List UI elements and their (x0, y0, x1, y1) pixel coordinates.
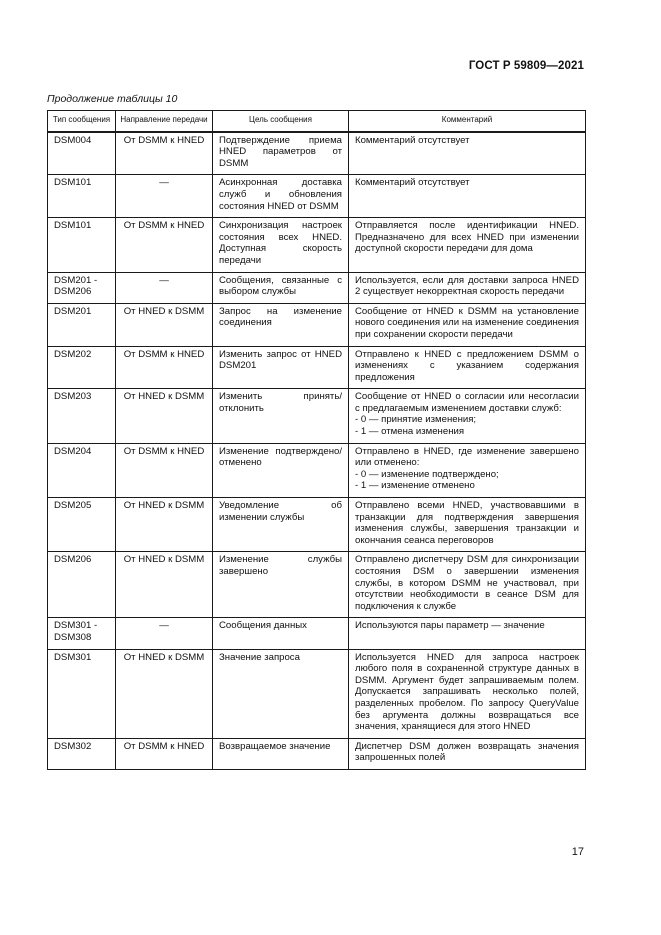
cell-comment: Используется, если для доставки запроса HNED 2 существует некорректная скорость передачи (349, 272, 586, 303)
cell-message-type: DSM206 (48, 552, 116, 618)
cell-message-type: DSM101 (48, 218, 116, 272)
cell-message-type: DSM101 (48, 175, 116, 218)
cell-comment: Сообщение от HNED о согласии или несогласии с предлагаемым изменением доставки служб: - 0 — принятие изменения; - 1 — отмена изменения (349, 389, 586, 443)
cell-comment: Отправлено диспетчеру DSM для синхронизации состояния DSM о завершении изменения службы, в котором DSMM не участвовал, при отсутствии необходимости в сеансе DSM для подключения к службе (349, 552, 586, 618)
cell-purpose: Синхронизация настроек состояния всех HNED. Доступная скорость передачи (213, 218, 349, 272)
cell-comment: Используются пары параметр — значение (349, 618, 586, 649)
cell-message-type: DSM203 (48, 389, 116, 443)
cell-message-type: DSM302 (48, 738, 116, 769)
cell-direction: От DSMM к HNED (116, 738, 213, 769)
cell-message-type: DSM301 - DSM308 (48, 618, 116, 649)
cell-comment: Используется HNED для запроса настроек любого поля в сохраненной структуре данных в DSMM. Аргумент будет запрашиваемым полем. Допускается запрашивать несколько полей, разделенных пробелом. По запросу QueryValue без аргумента должны возвращаться все значения, хранящиеся для этого HNED (349, 649, 586, 738)
cell-purpose: Изменение службы завершено (213, 552, 349, 618)
table-caption: Продолжение таблицы 10 (47, 93, 178, 105)
column-header-comment: Комментарий (349, 111, 586, 132)
cell-purpose: Запрос на изменение соединения (213, 303, 349, 346)
table-row (48, 272, 586, 303)
cell-purpose: Сообщения, связанные с выбором службы (213, 272, 349, 303)
page-number: 17 (571, 846, 584, 858)
cell-message-type: DSM205 (48, 498, 116, 552)
table-row (48, 738, 586, 769)
cell-comment: Отправлено в HNED, где изменение завершено или отменено: - 0 — изменение подтверждено; - 1 — изменение отменено (349, 443, 586, 497)
cell-direction: От DSMM к HNED (116, 132, 213, 175)
standard-code: ГОСТ Р 59809—2021 (468, 60, 584, 72)
table-row (48, 303, 586, 346)
cell-message-type: DSM201 - DSM206 (48, 272, 116, 303)
cell-purpose: Асинхронная доставка служб и обновления состояния HNED от DSMM (213, 175, 349, 218)
column-header-direction: Направление передачи (116, 111, 213, 132)
table-row (48, 389, 586, 443)
table-row (48, 649, 586, 738)
cell-direction: От HNED к DSMM (116, 303, 213, 346)
cell-direction: — (116, 618, 213, 649)
table-row (48, 552, 586, 618)
cell-purpose: Уведомление об изменении службы (213, 498, 349, 552)
cell-comment: Комментарий отсутствует (349, 175, 586, 218)
cell-message-type: DSM201 (48, 303, 116, 346)
cell-direction: От HNED к DSMM (116, 552, 213, 618)
cell-direction: От DSMM к HNED (116, 443, 213, 497)
cell-comment: Отправляется после идентификации HNED. Предназначено для всех HNED при изменении доступной скорости передачи для дома (349, 218, 586, 272)
cell-purpose: Значение запроса (213, 649, 349, 738)
table-row (48, 132, 586, 175)
cell-direction: От HNED к DSMM (116, 649, 213, 738)
cell-comment: Отправлено всеми HNED, участвовавшими в транзакции для подтверждения завершения изменения службы, завершения транзакции и окончания сеанса переговоров (349, 498, 586, 552)
table-row (48, 346, 586, 389)
cell-purpose: Изменить принять/отклонить (213, 389, 349, 443)
column-header-purpose: Цель сообщения (213, 111, 349, 132)
table-row (48, 443, 586, 497)
cell-purpose: Подтверждение приема HNED параметров от DSMM (213, 132, 349, 175)
table-row (48, 175, 586, 218)
cell-comment: Диспетчер DSM должен возвращать значения запрошенных полей (349, 738, 586, 769)
table-header-row (48, 111, 586, 132)
messages-table (47, 110, 586, 770)
table-row (48, 618, 586, 649)
table-row (48, 498, 586, 552)
cell-direction: От DSMM к HNED (116, 218, 213, 272)
cell-comment: Отправлено к HNED с предложением DSMM о изменениях с указанием содержания предложения (349, 346, 586, 389)
cell-direction: От HNED к DSMM (116, 498, 213, 552)
cell-direction: От DSMM к HNED (116, 346, 213, 389)
cell-purpose: Изменить запрос от HNED DSM201 (213, 346, 349, 389)
cell-purpose: Сообщения данных (213, 618, 349, 649)
cell-message-type: DSM301 (48, 649, 116, 738)
cell-direction: От HNED к DSMM (116, 389, 213, 443)
column-header-type: Тип сообщения (48, 111, 116, 132)
table-body (48, 132, 586, 770)
cell-message-type: DSM004 (48, 132, 116, 175)
table-row (48, 218, 586, 272)
cell-purpose: Возвращаемое значение (213, 738, 349, 769)
cell-comment: Комментарий отсутствует (349, 132, 586, 175)
cell-comment: Сообщение от HNED к DSMM на установление нового соединения или на изменение соединения при сохранении скорости передачи (349, 303, 586, 346)
cell-purpose: Изменение подтверждено/отменено (213, 443, 349, 497)
cell-message-type: DSM202 (48, 346, 116, 389)
cell-direction: — (116, 175, 213, 218)
cell-direction: — (116, 272, 213, 303)
cell-message-type: DSM204 (48, 443, 116, 497)
